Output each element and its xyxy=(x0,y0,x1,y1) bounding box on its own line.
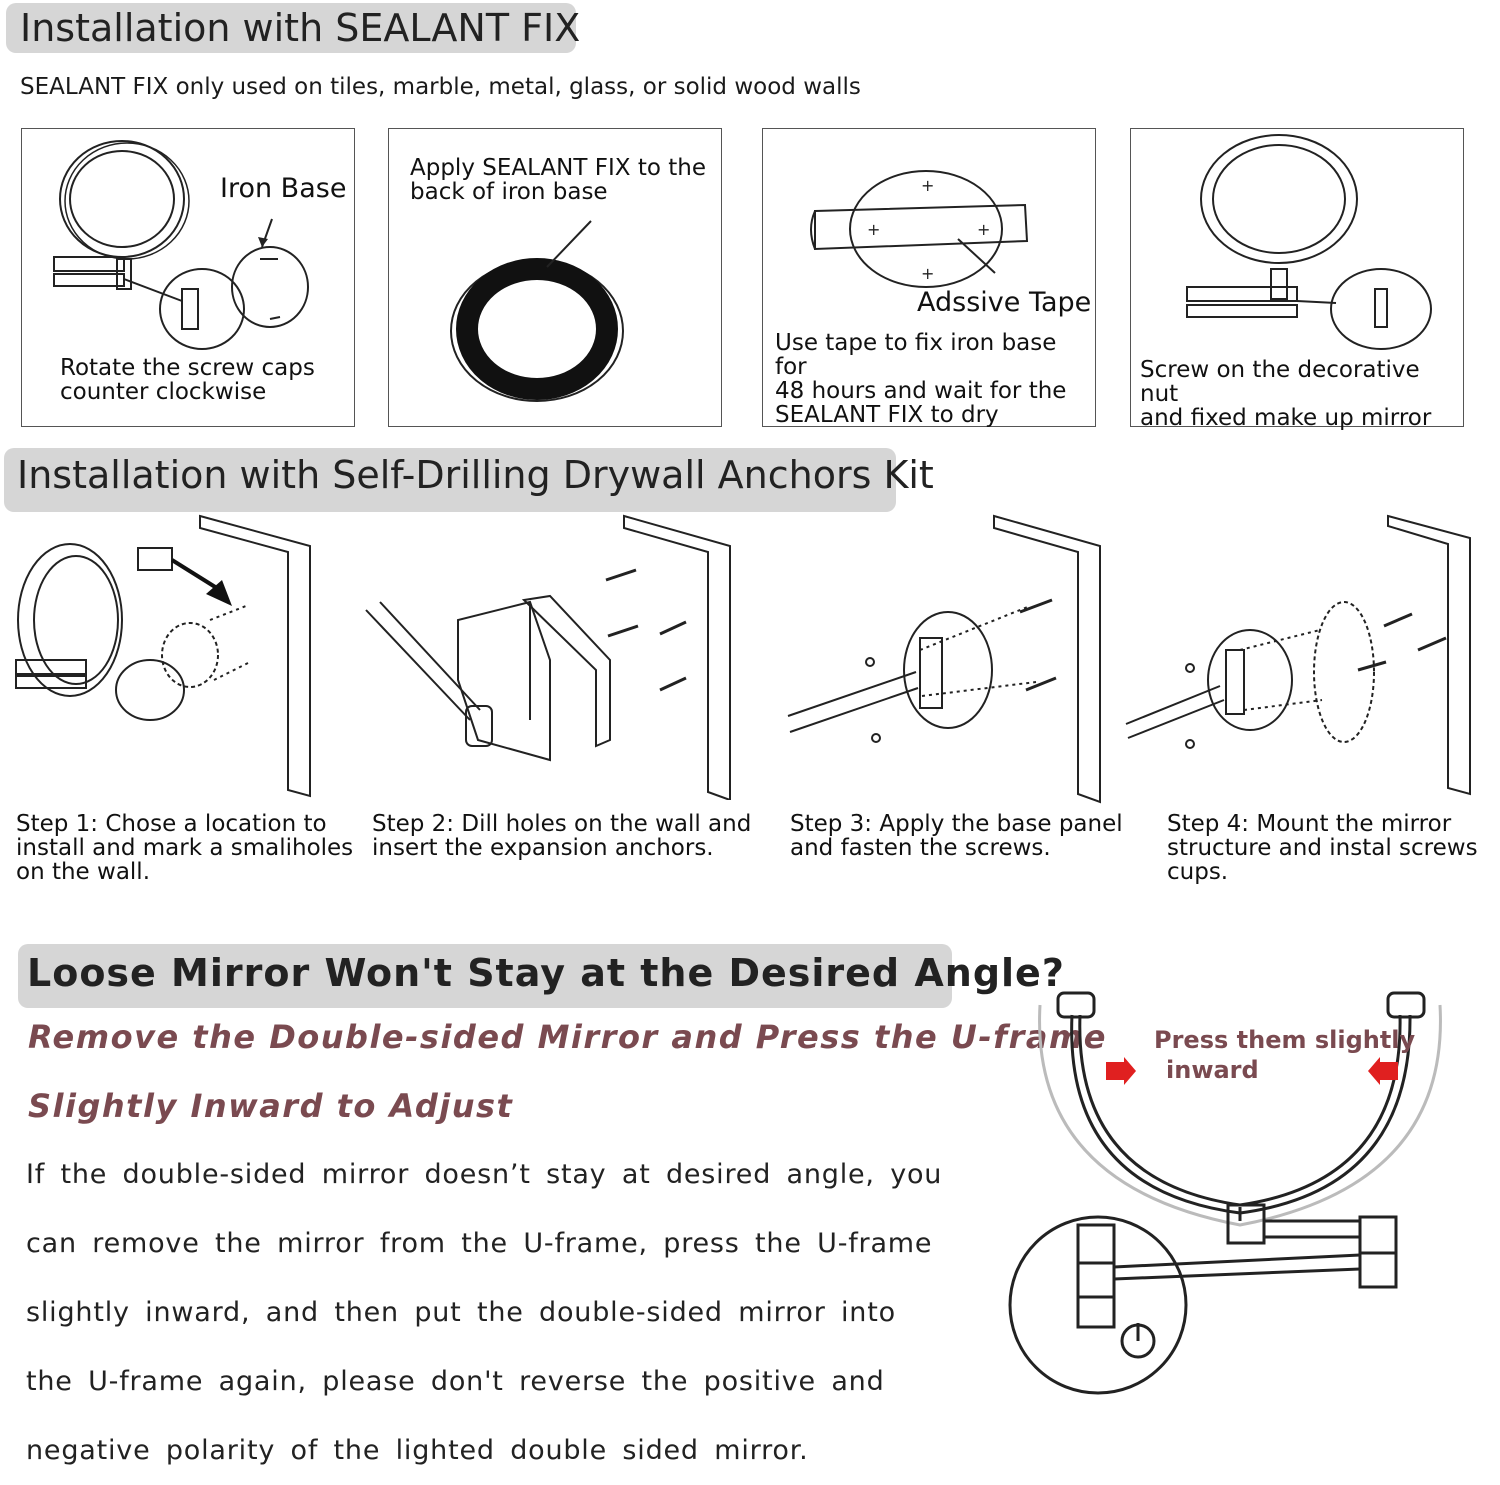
step4-illustration xyxy=(1120,510,1480,800)
panel-caption: Screw on the decorative nut and fixed make up mirror xyxy=(1140,357,1432,431)
panel-caption: Use tape to fix iron base for 48 hours and wait for the SEALANT FIX to dry xyxy=(775,330,1067,428)
panel-iron-base xyxy=(21,128,355,427)
step3-caption: Step 3: Apply the base panel and fasten the screws. xyxy=(790,811,1123,861)
section-title: Installation with SEALANT FIX xyxy=(20,6,581,50)
fix-headline-line2: Slightly Inward to Adjust xyxy=(28,1087,514,1125)
arrow-right-icon xyxy=(1106,1057,1136,1085)
step2-caption: Step 2: Dill holes on the wall and insert the expansion anchors. xyxy=(372,811,752,861)
panel-adhesive-tape xyxy=(762,128,1096,427)
step4-caption: Step 4: Mount the mirror structure and instal screws cups. xyxy=(1167,811,1478,885)
section-title: Installation with Self-Drilling Drywall Anchors Kit xyxy=(17,453,934,497)
svg-text:+: + xyxy=(921,176,935,195)
press-label-line1: Press them slightly xyxy=(1154,1026,1416,1054)
section-title: Loose Mirror Won't Stay at the Desired Angle? xyxy=(27,951,1065,995)
section-header-sealant-fix xyxy=(6,3,581,53)
adhesive-tape-label: Adssive Tape xyxy=(917,287,1092,318)
panel-caption: Apply SEALANT FIX to the back of iron base xyxy=(410,155,706,205)
section-header-loose-mirror xyxy=(18,944,1065,1008)
step1-illustration xyxy=(10,510,340,800)
svg-text:+: + xyxy=(977,220,991,239)
section-header-drywall-anchors xyxy=(4,448,934,512)
svg-text:+: + xyxy=(921,264,935,283)
iron-base-label: Iron Base xyxy=(220,173,347,204)
fix-instructions: If the double-sided mirror doesn’t stay at desired angle, you can remove the mirror from the U-frame, press the U-frame slightly inward, and then put the double-sided mirror into the U-frame again, please don't reverse the positive and negative polarity of the lighted double sided mirror. xyxy=(26,1159,943,1466)
step2-illustration xyxy=(360,510,740,800)
svg-text:+: + xyxy=(867,220,881,239)
panel-caption: Rotate the screw caps counter clockwise xyxy=(60,355,315,405)
step1-caption: Step 1: Chose a location to install and mark a smaliholes on the wall. xyxy=(16,811,354,885)
fix-headline-line1: Remove the Double-sided Mirror and Press the U-frame xyxy=(28,1018,1107,1056)
panel-apply-sealant xyxy=(388,128,722,427)
panel-decorative-nut xyxy=(1130,128,1464,431)
step3-illustration xyxy=(780,510,1110,806)
section-subtitle: SEALANT FIX only used on tiles, marble, metal, glass, or solid wood walls xyxy=(20,74,861,100)
press-label-line2: inward xyxy=(1166,1056,1259,1084)
